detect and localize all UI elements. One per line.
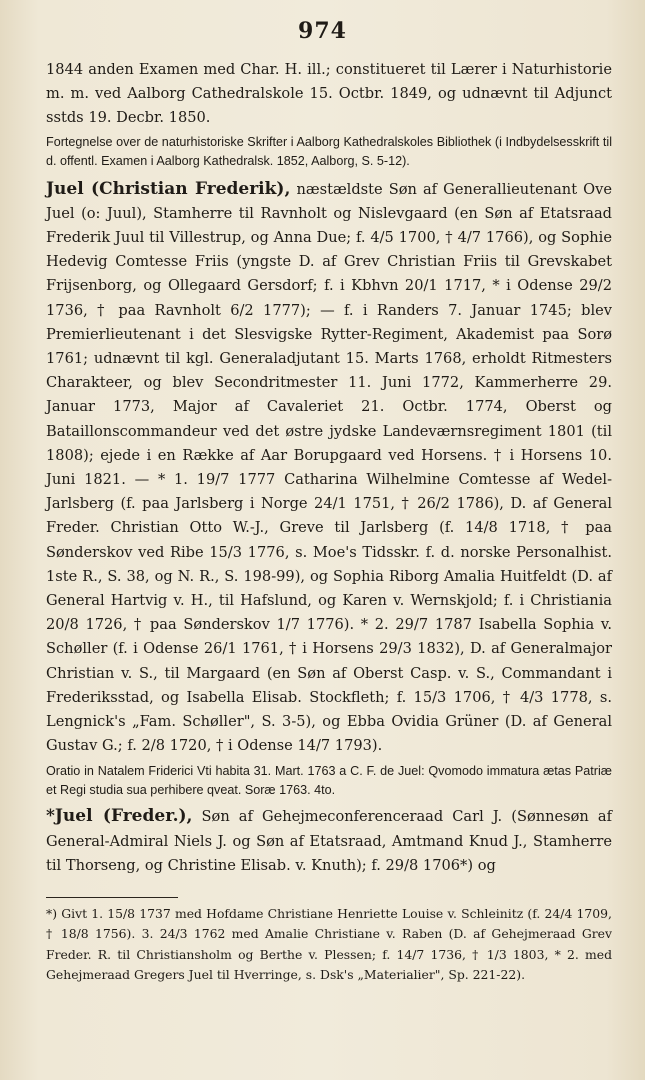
fortegnelse-paragraph <box>46 133 612 171</box>
entry-heading: Juel (Christian Frederik), <box>46 178 291 199</box>
footnote: *) Givt 1. 15/8 1737 med Hofdame Christiane Henriette Louise v. Schleinitz (f. 24/4 1709, † 18/8 1756). 3. 24/3 1762 med Amalie Christiane v. Raben (D. af Gehejmeraad Grev Freder. R. til Christiansholm og Berthe v. Plessen; f. 14/7 1736, † 1/3 1803, * 2. med Gehejmeraad Gregers Juel til Hverringe, s. Dsk's „Materialier", Sp. 221-22). <box>46 906 612 982</box>
entry-heading: *Juel (Freder.), <box>46 806 193 827</box>
fortegnelse-text: Fortegnelse over de naturhistoriske Skrifter i Aalborg Kathedralskoles Bibliothek (i Indbydelsesskrift til d. offentl. Examen i Aalborg Kathedralsk. 1852, Aalborg, S. 5-12). <box>46 134 612 168</box>
entry-text: Søn af Gehejmeconferenceraad Carl J. (Sønnesøn af General-Admiral Niels J. og Søn af Etatsraad, Amtmand Knud J., Stamherre til Thorseng, og Christine Elisab. v. Knuth); f. 29/8 1706*) og <box>46 808 612 874</box>
juel-frederik-entry <box>46 804 612 878</box>
juel-christian-paragraph <box>46 177 612 759</box>
oratio-paragraph <box>46 762 612 800</box>
page-number: 974 <box>298 18 347 44</box>
intro-paragraph <box>46 58 612 131</box>
oratio-text: Oratio in Natalem Friderici Vti habita 31. Mart. 1763 a C. F. de Juel: Qvomodo immatura ætas Patriæ et Regi studia sua perhibere qveat. Soræ 1763. 4to. <box>46 764 612 798</box>
juel-christian-entry <box>46 177 612 759</box>
footnote-divider <box>46 897 178 898</box>
body-text <box>46 58 612 878</box>
entry-text: næstældste Søn af Generallieutenant Ove Juel (o: Juul), Stamherre til Ravnholt og Nislevgaard (en Søn af Etatsraad Frederik Juul til Villestrup, og Anna Due; f. 4/5 1700, † 4/7 1766), og Sophie Hedevig Comtesse Friis (yngste D. af Grev Christian Friis til Grevskabet Frijsenborg, og Ollegaard Gersdorf; f. i Kbhvn 20/1 1717, * i Odense 29/2 1736, † paa Ravnholt 6/2 1777); — f. i Randers 7. Januar 1745; blev Premierlieutenant i det Slesvigske Rytter-Regiment, Akademist paa Sorø 1761; udnævnt til kgl. Generaladjutant 15. Marts 1768, erholdt Ritmesters Charakteer, og blev Secondritmester 11. Juni 1772, Kammerherre 29. Januar 1773, Major af Cavaleriet 21. Octbr. 1774, Oberst og Bataillonscommandeur ved det østre jydske Landeværnsregiment 1801 (til 1808); ejede i en Række af Aar Borupgaard ved Horsens. † i Horsens 10. Juni 1821. — * 1. 19/7 1777 Catharina Wilhelmine Comtesse af Wedel-Jarlsberg (f. paa Jarlsberg i Norge 24/1 1751, † 26/2 1786), D. af General Freder. Christian Otto W.-J., Greve til Jarlsberg (f. 14/8 1718, † paa Sønderskov ved Ribe 15/3 1776, s. Moe's Tidsskr. f. d. norske Personalhist. 1ste R., S. 38, og N. R., S. 198-99), og Sophia Riborg Amalia Huitfeldt (D. af General Hartvig v. H., til Hafslund, og Karen v. Wernskjold; f. i Christiania 20/8 1726, † paa Sønderskov 1/7 1776). * 2. 29/7 1787 Isabella Sophia v. Schøller (f. i Odense 26/1 1761, † i Horsens 29/3 1832), D. af Generalmajor Christian v. S., til Margaard (en Søn af Oberst Casp. v. S., Commandant i Frederiksstad, og Isabella Elisab. Stockfleth; f. 15/3 1706, † 4/3 1778, s. Lengnick's „Fam. Schøller", S. 3-5), og Ebba Ovidia Grüner (D. af General Gustav G.; f. 2/8 1720, † i Odense 14/7 1793). <box>46 180 612 755</box>
intro-text: 1844 anden Examen med Char. H. ill.; constitueret til Lærer i Naturhistorie m. m. ved Aalborg Cathedralskole 15. Octbr. 1849, og udnævnt til Adjunct sstds 19. Decbr. 1850. <box>46 61 612 127</box>
juel-frederik-paragraph <box>46 804 612 878</box>
